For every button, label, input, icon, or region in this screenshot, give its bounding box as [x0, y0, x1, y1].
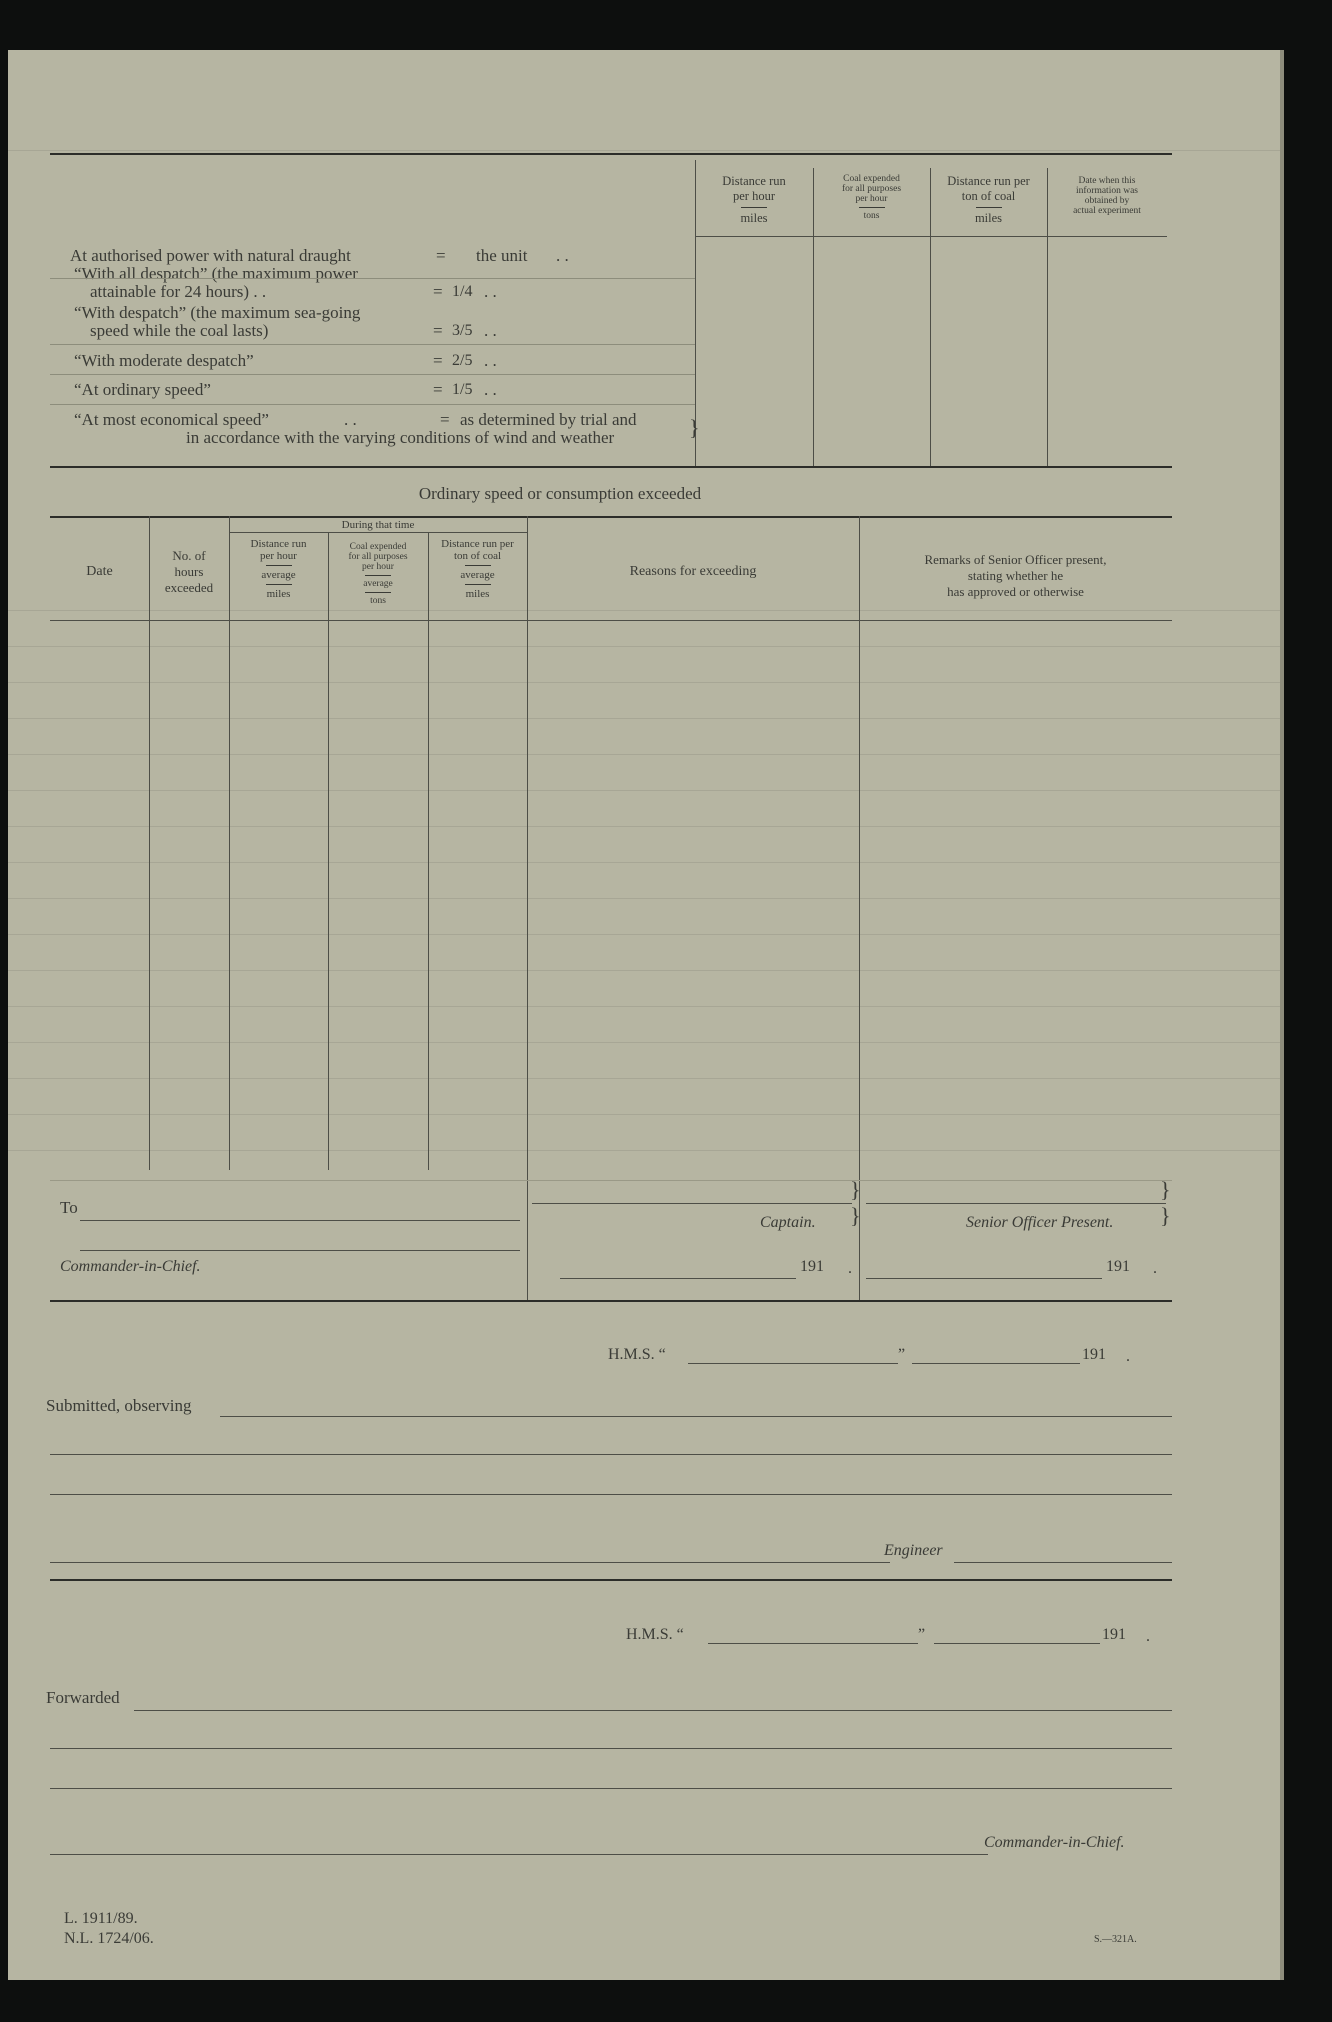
speed-row-dots: . .: [484, 282, 497, 301]
commander-title: Commander-in-Chief.: [60, 1258, 201, 1275]
speed-row-label: “With moderate despatch”: [74, 351, 254, 370]
ledger-rule: [8, 1042, 1280, 1043]
engineer-title: Engineer: [884, 1542, 943, 1559]
ledger-rule: [8, 150, 1280, 151]
forwarded-line-2[interactable]: [50, 1748, 1172, 1749]
speed-row-value: 1/4: [452, 283, 473, 300]
hms-close: ”: [918, 1626, 926, 1643]
col-header-distance-per-ton: Distance run per ton of coal miles: [947, 174, 1030, 225]
header-hours: No. of hours exceeded: [164, 548, 214, 595]
speed-row-label: At authorised power with natural draught: [70, 246, 351, 265]
col-divider: [229, 516, 230, 1170]
senior-officer-title: Senior Officer Present.: [966, 1214, 1114, 1231]
ship-name-line[interactable]: [688, 1363, 898, 1364]
ledger-rule: [8, 934, 1280, 935]
hms-close: ”: [898, 1346, 906, 1363]
commander-title: Commander-in-Chief.: [984, 1834, 1125, 1851]
speed-row-label: “With all despatch” (the maximum power: [74, 264, 358, 283]
col-header-distance: Distance run per hour miles: [722, 174, 786, 225]
speed-row-eq: =: [433, 380, 443, 399]
brace: }: [850, 1177, 861, 1202]
captain-title: Captain.: [760, 1214, 816, 1231]
captain-signature-line[interactable]: [532, 1203, 852, 1204]
speed-row-eq: =: [436, 246, 446, 265]
speed-row-dots: . .: [484, 351, 497, 370]
speed-row-eq: =: [440, 410, 450, 429]
submitted-line-3[interactable]: [50, 1494, 1172, 1495]
dot: .: [1146, 1628, 1150, 1645]
group-underline: [229, 532, 527, 533]
brace: }: [850, 1203, 861, 1228]
ledger-rule: [8, 754, 1280, 755]
exceeded-table-top-rule: [50, 516, 1172, 518]
ledger-rule: [8, 826, 1280, 827]
speed-row-label: “With despatch” (the maximum sea-going: [74, 303, 361, 322]
row-rule: [50, 374, 695, 375]
hms-label: H.M.S. “: [626, 1626, 684, 1643]
col-header-coal: Coal expended for all purposes per hour tons: [841, 174, 902, 221]
row-rule: [50, 404, 695, 405]
top-table-top-rule: [50, 153, 1172, 155]
header-coal: Coal expended for all purposes per hour average tons: [348, 542, 408, 606]
speed-row-dots: . .: [344, 410, 357, 429]
speed-row-eq: =: [433, 351, 443, 370]
ledger-rule: [8, 970, 1280, 971]
brace: }: [689, 415, 700, 440]
ledger-rule: [8, 1078, 1280, 1079]
forwarded-label: Forwarded: [46, 1688, 120, 1707]
col-divider: [328, 532, 329, 1170]
speed-row-dots: . .: [484, 380, 497, 399]
speed-row-dots: . .: [556, 246, 569, 265]
header-date: Date: [86, 564, 113, 579]
form-reference-2: N.L. 1724/06.: [64, 1930, 154, 1947]
form-reference-1: L. 1911/89.: [64, 1910, 138, 1927]
form-page: [8, 50, 1284, 1980]
speed-row-value: the unit: [476, 246, 528, 265]
senior-signature-line[interactable]: [866, 1203, 1166, 1204]
ledger-rule: [8, 610, 1280, 611]
engineer-line-end: [954, 1562, 1172, 1563]
to-label: To: [60, 1198, 78, 1217]
speed-row-value: 1/5: [452, 381, 473, 398]
speed-row-label: “At ordinary speed”: [74, 380, 211, 399]
forwarded-line-3[interactable]: [50, 1788, 1172, 1789]
col-divider: [428, 532, 429, 1170]
submitted-bottom-rule: [50, 1579, 1172, 1581]
submitted-label: Submitted, observing: [46, 1396, 192, 1415]
to-line[interactable]: [80, 1220, 520, 1221]
submitted-line-2[interactable]: [50, 1454, 1172, 1455]
year: 191: [1082, 1346, 1106, 1363]
header-underline: [695, 236, 1167, 237]
forwarded-line[interactable]: [134, 1710, 1172, 1711]
speed-row-eq: =: [433, 321, 443, 340]
speed-row-dots: . .: [484, 321, 497, 340]
dot: .: [1126, 1348, 1130, 1365]
brace: }: [1160, 1203, 1171, 1228]
date-line[interactable]: [934, 1643, 1100, 1644]
top-table-bottom-rule: [50, 466, 1172, 468]
engineer-signature-line[interactable]: [50, 1562, 890, 1563]
form-code: S.—321A.: [1094, 1934, 1137, 1945]
col-divider: [527, 516, 528, 1302]
speed-row-value: as determined by trial and: [460, 410, 637, 429]
header-remarks: Remarks of Senior Officer present, stating whether he has approved or otherwise: [924, 552, 1107, 599]
header-reasons: Reasons for exceeding: [629, 564, 757, 579]
signature-row-top: [50, 1180, 1172, 1181]
dot: .: [848, 1260, 852, 1277]
col-header-date-obtained: Date when this information was obtained by actual experiment: [1073, 176, 1141, 216]
hms-label: H.M.S. “: [608, 1346, 666, 1363]
header-distance-per-ton: Distance run per ton of coal average miles: [441, 538, 514, 600]
ledger-rule: [8, 718, 1280, 719]
captain-year: 191: [800, 1258, 824, 1275]
speed-row-label-cont: speed while the coal lasts): [90, 321, 269, 340]
senior-date-line[interactable]: [866, 1278, 1102, 1279]
ship-name-line[interactable]: [708, 1643, 918, 1644]
header-distance: Distance run per hour average miles: [250, 538, 307, 600]
dot: .: [1153, 1260, 1157, 1277]
ledger-rule: [8, 790, 1280, 791]
submitted-line[interactable]: [220, 1416, 1172, 1417]
captain-date-line[interactable]: [560, 1278, 796, 1279]
ledger-rule: [8, 1150, 1280, 1151]
col-divider: [149, 516, 150, 1170]
ledger-rule: [8, 862, 1280, 863]
date-line[interactable]: [912, 1363, 1080, 1364]
section-title: Ordinary speed or consumption exceeded: [418, 484, 702, 503]
row-rule: [50, 344, 695, 345]
senior-year: 191: [1106, 1258, 1130, 1275]
ledger-rule: [8, 898, 1280, 899]
speed-row-label-cont: in accordance with the varying conditions of wind and weather: [186, 428, 615, 447]
year: 191: [1102, 1626, 1126, 1643]
ledger-rule: [8, 682, 1280, 683]
ledger-rule: [8, 646, 1280, 647]
to-line-2[interactable]: [80, 1250, 520, 1251]
speed-row-eq: =: [433, 282, 443, 301]
exceeded-header-underline: [50, 620, 1172, 621]
commander-signature-line[interactable]: [50, 1854, 988, 1855]
group-header: During that time: [341, 519, 415, 531]
speed-row-value: 3/5: [452, 322, 473, 339]
speed-row-label-cont: attainable for 24 hours) . .: [90, 282, 267, 301]
row-rule: [50, 278, 695, 279]
speed-row-label: “At most economical speed”: [74, 410, 269, 429]
exceeded-table-bottom-rule: [50, 1300, 1172, 1302]
brace: }: [1160, 1177, 1171, 1202]
speed-row-value: 2/5: [452, 352, 473, 369]
ledger-rule: [8, 1006, 1280, 1007]
ledger-rule: [8, 1114, 1280, 1115]
